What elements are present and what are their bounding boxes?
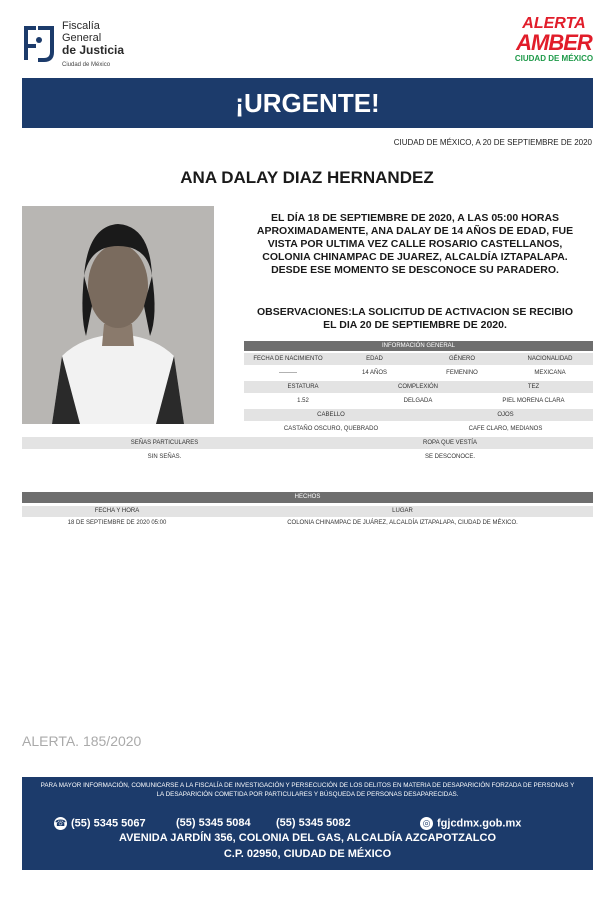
description-text: EL DÍA 18 DE SEPTIEMBRE DE 2020, A LAS 05:00 HORAS APROXIMADAMENTE, ANA DALAY DE 14 AÑOS DE EDAD, FUE VISTA POR ULTIMA VEZ CALLE ROSARIO CASTELLANOS, COLONIA CHINAMPAC DE JUAREZ, ALCALDÍA IZTAPALAPA. DESDE ESE MOMENTO SE DESCONOCE SU PARADERO.	[256, 212, 574, 276]
amber-alert-logo	[512, 16, 596, 74]
facts-header	[22, 492, 593, 503]
phone-2-number: (55) 5345 5084	[176, 817, 251, 829]
general-info-value-row-3	[244, 423, 593, 435]
particulars-header-row	[22, 437, 593, 449]
general-info-header-row-3	[244, 409, 593, 421]
phone-icon: ☎	[54, 818, 67, 828]
web-icon: ◎	[420, 817, 433, 830]
address-line-1: AVENIDA JARDÍN 356, COLONIA DEL GAS, ALCALDÍA AZCAPOTZALCO	[118, 832, 497, 844]
label-eyes: OJOS	[497, 412, 514, 418]
phone-3[interactable]	[276, 817, 351, 829]
agency-line1: Fiscalía	[62, 20, 100, 32]
value-clothing: SE DESCONOCE.	[424, 454, 475, 460]
person-name: ANA DALAY DIAZ HERNANDEZ	[180, 168, 434, 187]
label-place: LUGAR	[392, 508, 413, 514]
value-hair: CASTAÑO OSCURO, QUEBRADO	[283, 426, 379, 432]
value-height: 1.52	[297, 398, 309, 404]
amber-line3: CIUDAD DE MÉXICO	[514, 54, 594, 63]
label-skin: TEZ	[527, 384, 540, 390]
value-age: 14 AÑOS	[361, 370, 387, 376]
agency-line4: Ciudad de México	[62, 62, 111, 68]
general-info-value-row-1	[244, 367, 593, 379]
label-distinguishing-marks: SEÑAS PARTICULARES	[130, 440, 199, 446]
value-build: DELGADA	[403, 398, 433, 404]
value-datetime: 18 DE SEPTIEMBRE DE 2020 05:00	[67, 520, 167, 526]
label-gender: GÉNERO	[448, 356, 475, 362]
label-datetime: FECHA Y HORA	[94, 508, 140, 514]
phone-2[interactable]	[176, 817, 251, 829]
fgj-emblem-icon	[22, 22, 56, 66]
label-height: ESTATURA	[287, 384, 319, 390]
general-info-header-row-1	[244, 353, 593, 365]
value-gender: FEMENINO	[446, 370, 478, 376]
phone-3-number: (55) 5345 5082	[276, 817, 351, 829]
footer-info-text: PARA MAYOR INFORMACIÓN, COMUNICARSE A LA FISCALÍA DE INVESTIGACIÓN Y PERSECUCIÓN DE LOS DELITOS EN MATERIA DE DESAPARICIÓN FORZADA DE PERSONAS Y LA DESAPARICIÓN COMETIDA POR PARTICULARES Y BÚSQUEDA DE PERSONAS DESAPARECIDAS.	[40, 782, 575, 798]
value-birthdate: ---------	[279, 370, 297, 376]
label-clothing: ROPA QUE VESTÍA	[423, 440, 477, 446]
phone-1[interactable]	[54, 817, 146, 830]
value-place: COLONIA CHINAMPAC DE JUÁREZ, ALCALDÍA IZTAPALAPA, CIUDAD DE MÉXICO.	[287, 520, 518, 526]
contact-footer	[22, 777, 593, 870]
label-nationality: NACIONALIDAD	[527, 356, 573, 362]
fgj-logo	[22, 20, 142, 75]
phone-1-number: (55) 5345 5067	[71, 817, 146, 830]
amber-line2: AMBER	[516, 30, 592, 55]
agency-line2: General	[62, 32, 102, 44]
facts-value-row	[22, 518, 593, 529]
value-skin: PIEL MORENA CLARA	[502, 398, 565, 404]
particulars-value-row	[22, 451, 593, 463]
observations-text: OBSERVACIONES:LA SOLICITUD DE ACTIVACION SE RECIBIO EL DIA 20 DE SEPTIEMBRE DE 2020.	[257, 306, 573, 331]
facts-header-row	[22, 506, 593, 517]
alert-number: ALERTA. 185/2020	[22, 733, 142, 749]
label-hair: CABELLO	[317, 412, 345, 418]
value-eyes: CAFE CLARO, MEDIANOS	[468, 426, 543, 432]
facts-title: HECHOS	[294, 494, 321, 500]
website-link[interactable]	[420, 817, 521, 830]
address-line-2: C.P. 02950, CIUDAD DE MÉXICO	[223, 848, 392, 860]
label-birthdate: FECHA DE NACIMIENTO	[253, 356, 323, 362]
value-distinguishing-marks: SIN SEÑAS.	[147, 454, 182, 460]
general-info-value-row-2	[244, 395, 593, 407]
missing-person-photo	[22, 206, 214, 424]
label-build: COMPLEXIÓN	[397, 384, 438, 390]
value-nationality: MEXICANA	[534, 370, 566, 376]
general-info-title: INFORMACIÓN GENERAL	[381, 343, 455, 349]
agency-line3: de Justicia	[62, 43, 125, 57]
website-text: fgjcdmx.gob.mx	[437, 817, 522, 830]
label-age: EDAD	[366, 356, 383, 362]
date-line: CIUDAD DE MÉXICO, A 20 DE SEPTIEMBRE DE 2020	[393, 138, 592, 147]
person-photo-icon	[22, 206, 214, 424]
general-info-header-row-2	[244, 381, 593, 393]
general-info-header	[244, 341, 593, 351]
urgent-banner: ¡URGENTE!	[22, 78, 593, 128]
amber-line1: ALERTA	[522, 15, 586, 32]
